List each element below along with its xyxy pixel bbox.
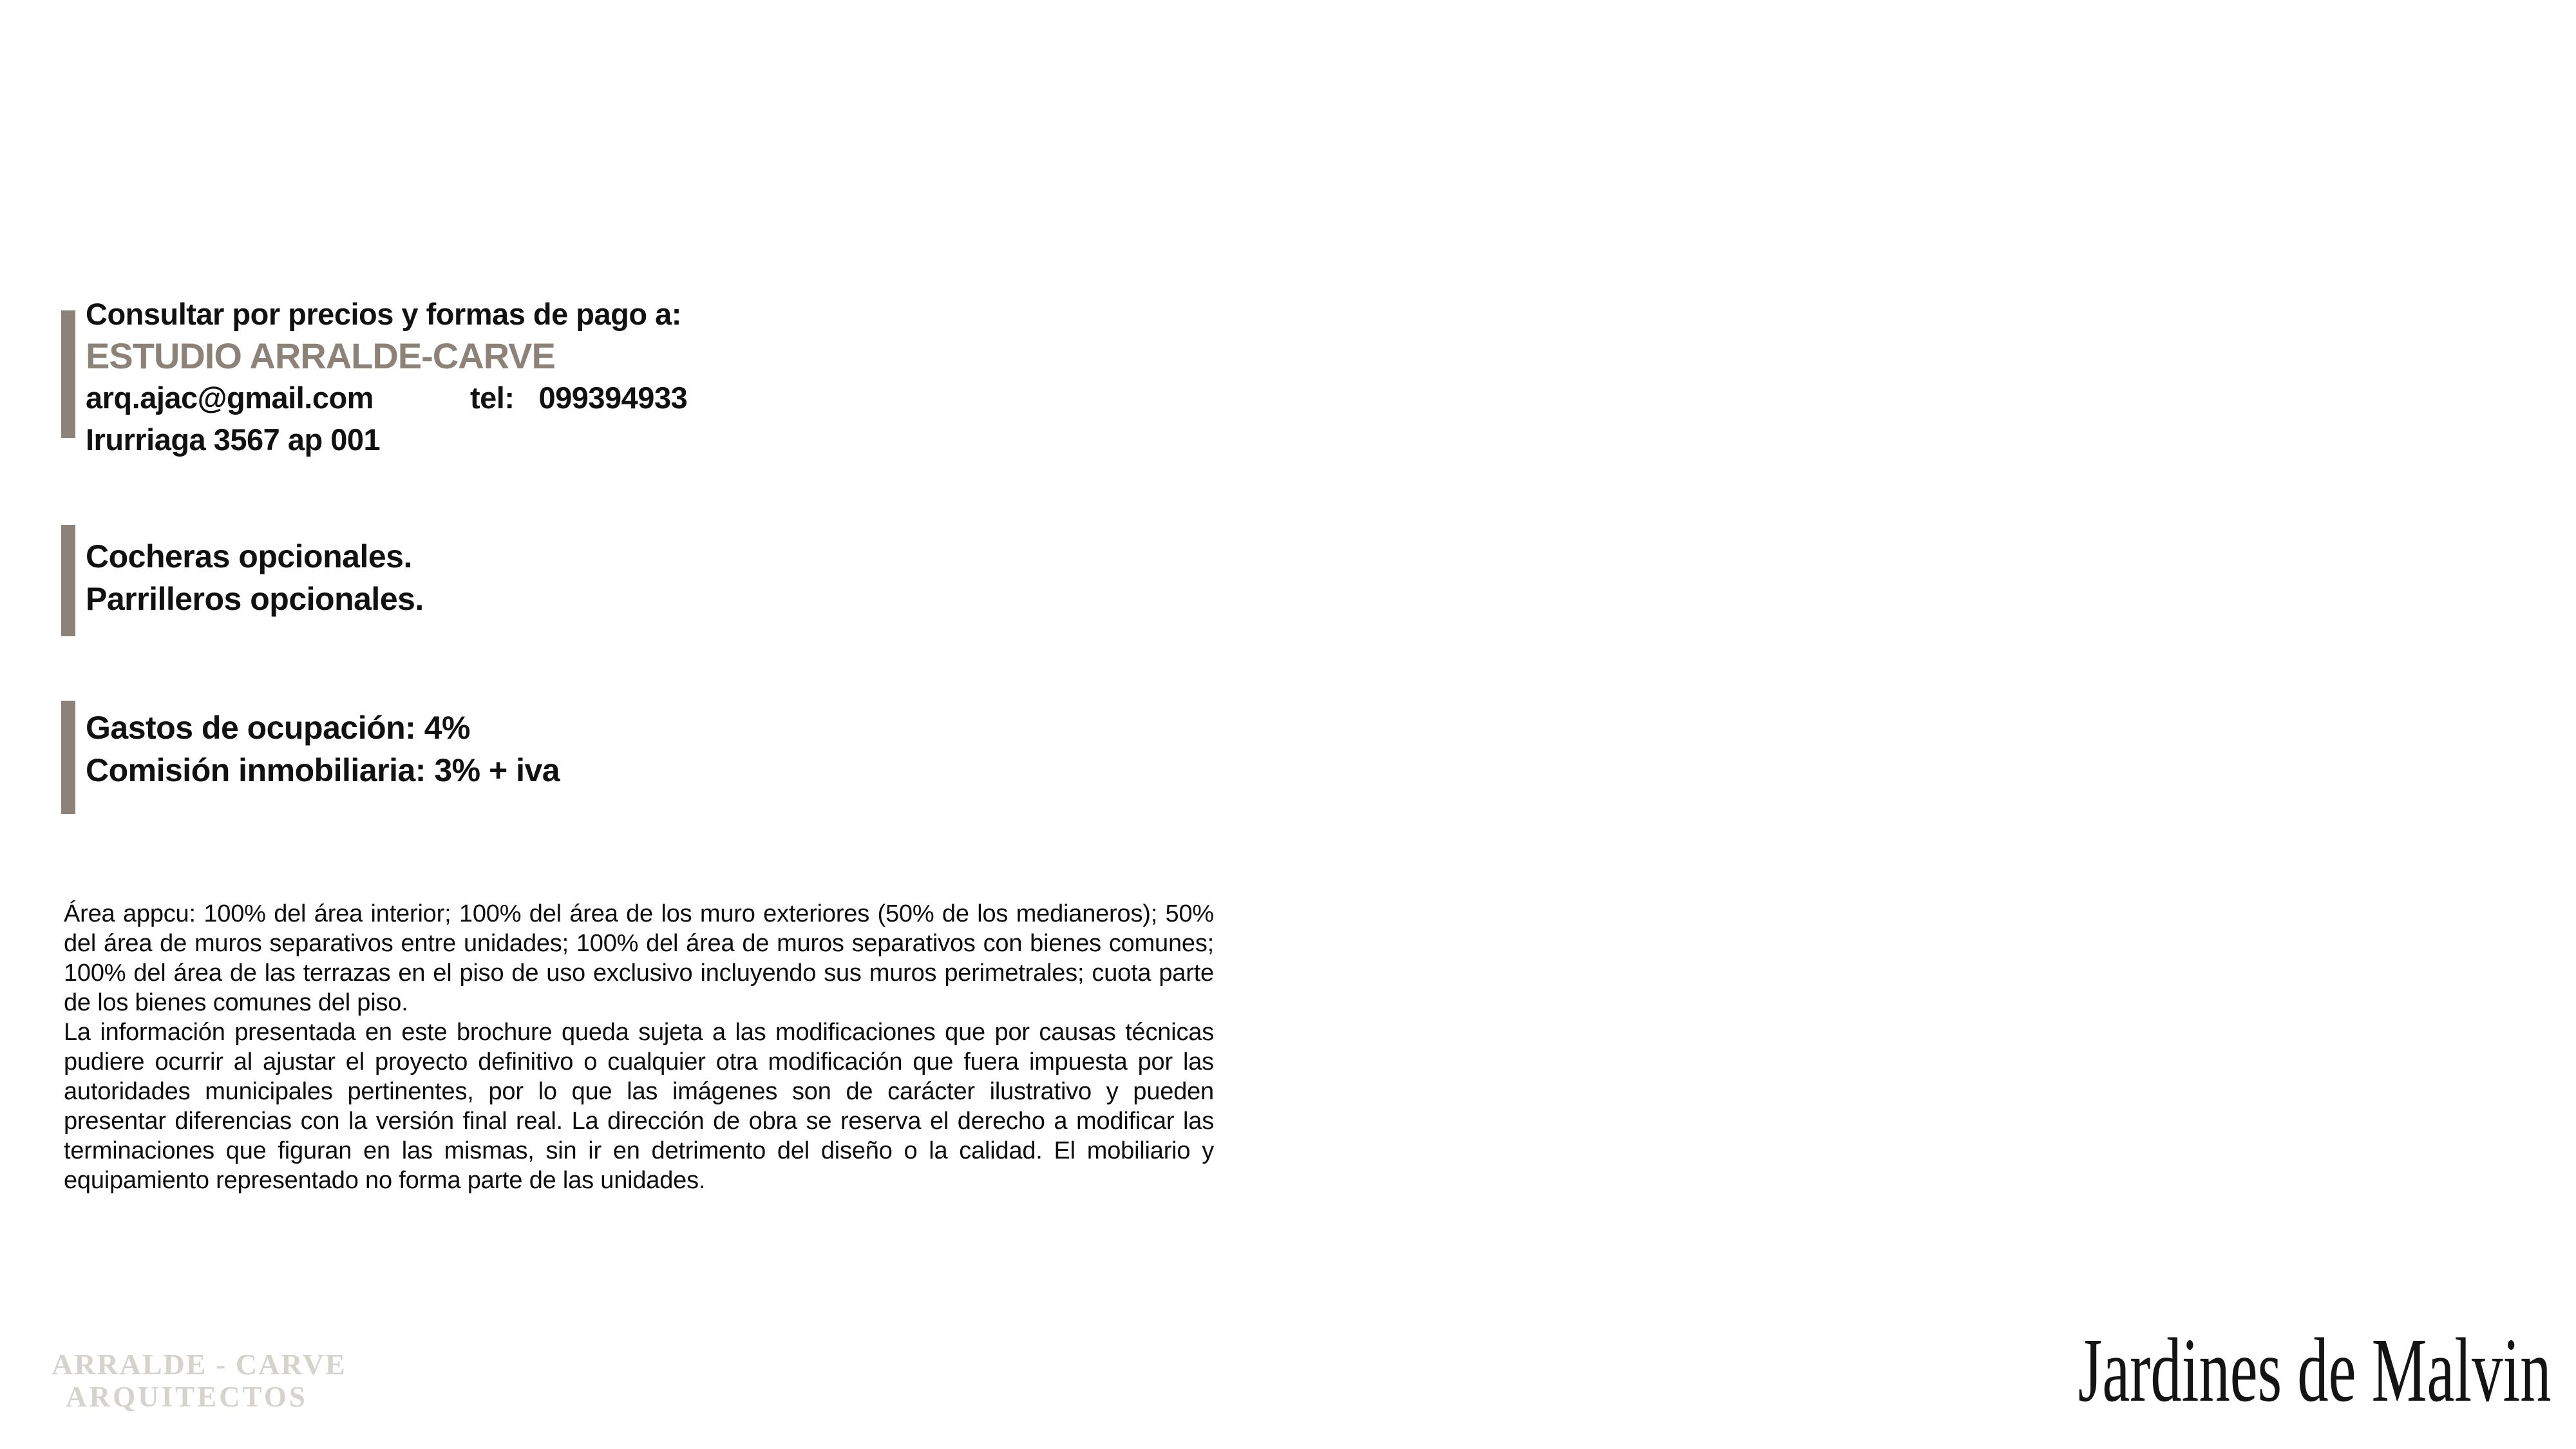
contact-email-line [86,377,687,419]
fees-block [61,699,560,814]
accent-bar [61,701,75,814]
disclaimer-paragraph-area: Área appcu: 100% del área interior; 100% del área de los muro exteriores (50% de los medianeros); 50% del área de muros separativos entre unidades; 100% del área de muros separativos con bienes comunes; 100% del área de las terrazas en el piso de uso exclusivo incluyendo sus muros perimetrales; cuota parte de los bienes comunes del piso. [64,900,1214,1016]
contact-lines [86,293,687,460]
options-block [61,525,424,636]
studio-logo-name: ARRALDE - CARVE [52,1348,346,1381]
studio-logo-subtitle: ARQUITECTOS [66,1381,308,1413]
option-garages: Cocheras opcionales. [86,538,412,574]
fees-lines [86,699,560,791]
accent-bar [61,310,75,438]
disclaimer-paragraph-legal: La información presentada en este brochure queda sujeta a las modificaciones que por causas técnicas pudiere ocurrir al ajustar el proyecto definitivo o cualquier otra modificación que fuera impuesta por las autoridades municipales pertinentes, por lo que las imágenes son de carácter ilustrativo y pueden presentar diferencias con la versión final real. La dirección de obra se reserva el derecho a modificar las terminaciones que figuran en las mismas, sin ir en detrimento del diseño o la calidad. El mobiliario y equipamiento representado no forma parte de las unidades. [64,1019,1214,1194]
studio-logo [52,1348,346,1413]
occupancy-costs: Gastos de ocupación: 4% [86,710,470,746]
realtor-commission: Comisión inmobiliaria: 3% + iva [86,752,560,788]
contact-address: Irurriaga 3567 ap 001 [86,422,381,457]
contact-tel-number: 099394933 [538,381,688,415]
disclaimer-text [64,899,1214,1195]
contact-tel-label: tel: [469,381,515,415]
accent-bar [61,525,75,636]
studio-name: ESTUDIO ARRALDE-CARVE [86,336,555,376]
options-lines [86,525,424,620]
contact-heading: Consultar por precios y formas de pago a: [86,297,681,331]
contact-email: arq.ajac@gmail.com [86,381,374,415]
contact-block [61,293,687,460]
option-grills: Parrilleros opcionales. [86,581,424,617]
project-title: Jardines de Malvin [2078,1319,2552,1421]
